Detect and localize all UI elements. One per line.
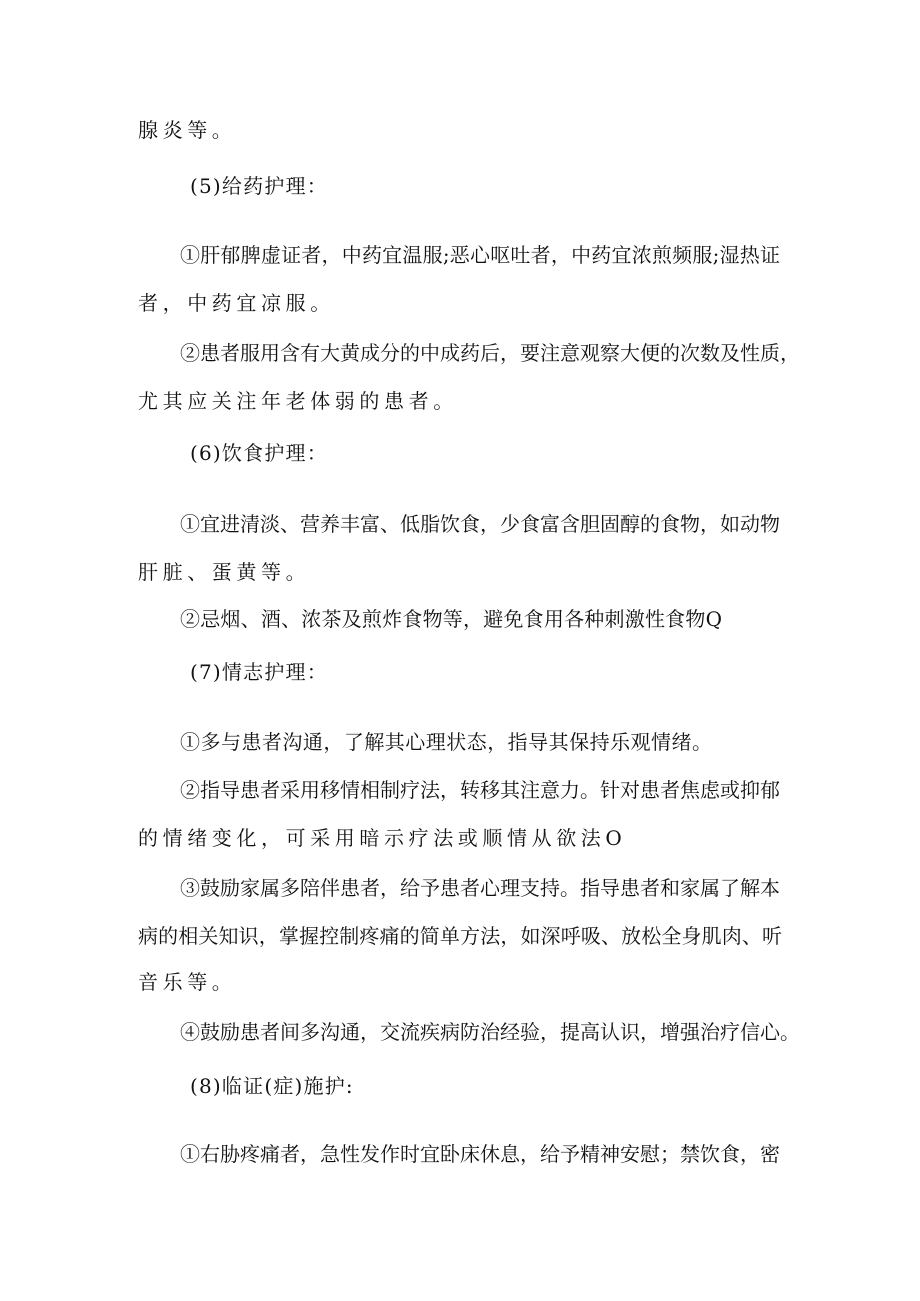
paragraph-line: ③鼓励家属多陪伴患者，给予患者心理支持。指导患者和家属了解本 [180,876,780,900]
paragraph-continuation: 腺炎等。 [138,118,237,142]
paragraph-line: ②指导患者采用移情相制疗法，转移其注意力。针对患者焦虑或抑郁 [180,778,780,802]
paragraph-line: 者，中药宜凉服。 [138,291,335,315]
paragraph-line: 尤其应关注年老体弱的患者。 [138,389,458,413]
section-heading-diet: (6)饮食护理： [190,441,328,465]
paragraph-line: ②忌烟、酒、浓茶及煎炸食物等，避免食用各种刺激性食物Q [180,607,722,631]
paragraph-line: ①多与患者沟通，了解其心理状态，指导其保持乐观情绪。 [180,730,712,754]
section-heading-medication: (5)给药护理： [190,174,328,198]
paragraph-line: 肝脏、蛋黄等。 [138,560,311,584]
paragraph-line: 病的相关知识，掌握控制疼痛的简单方法，如深呼吸、放松全身肌肉、听 [138,924,782,948]
paragraph-line: 的情绪变化，可采用暗示疗法或顺情从欲法O [138,826,627,850]
paragraph-line: ①右胁疼痛者，急性发作时宜卧床休息，给予精神安慰；禁饮食，密 [180,1142,780,1166]
paragraph-line: ②患者服用含有大黄成分的中成药后，要注意观察大便的次数及性质， [180,341,800,365]
paragraph-line: 音乐等。 [138,970,237,994]
section-heading-emotion: (7)情志护理： [190,660,328,684]
section-heading-symptom-care: (8)临证(症)施护: [190,1074,354,1098]
paragraph-line: ①肝郁脾虚证者，中药宜温服;恶心呕吐者，中药宜浓煎频服;湿热证 [180,243,780,267]
paragraph-line: ①宜进清淡、营养丰富、低脂饮食，少食富含胆固醇的食物，如动物 [180,512,780,536]
paragraph-line: ④鼓励患者间多沟通，交流疾病防治经验，提高认识，增强治疗信心。 [180,1020,800,1044]
